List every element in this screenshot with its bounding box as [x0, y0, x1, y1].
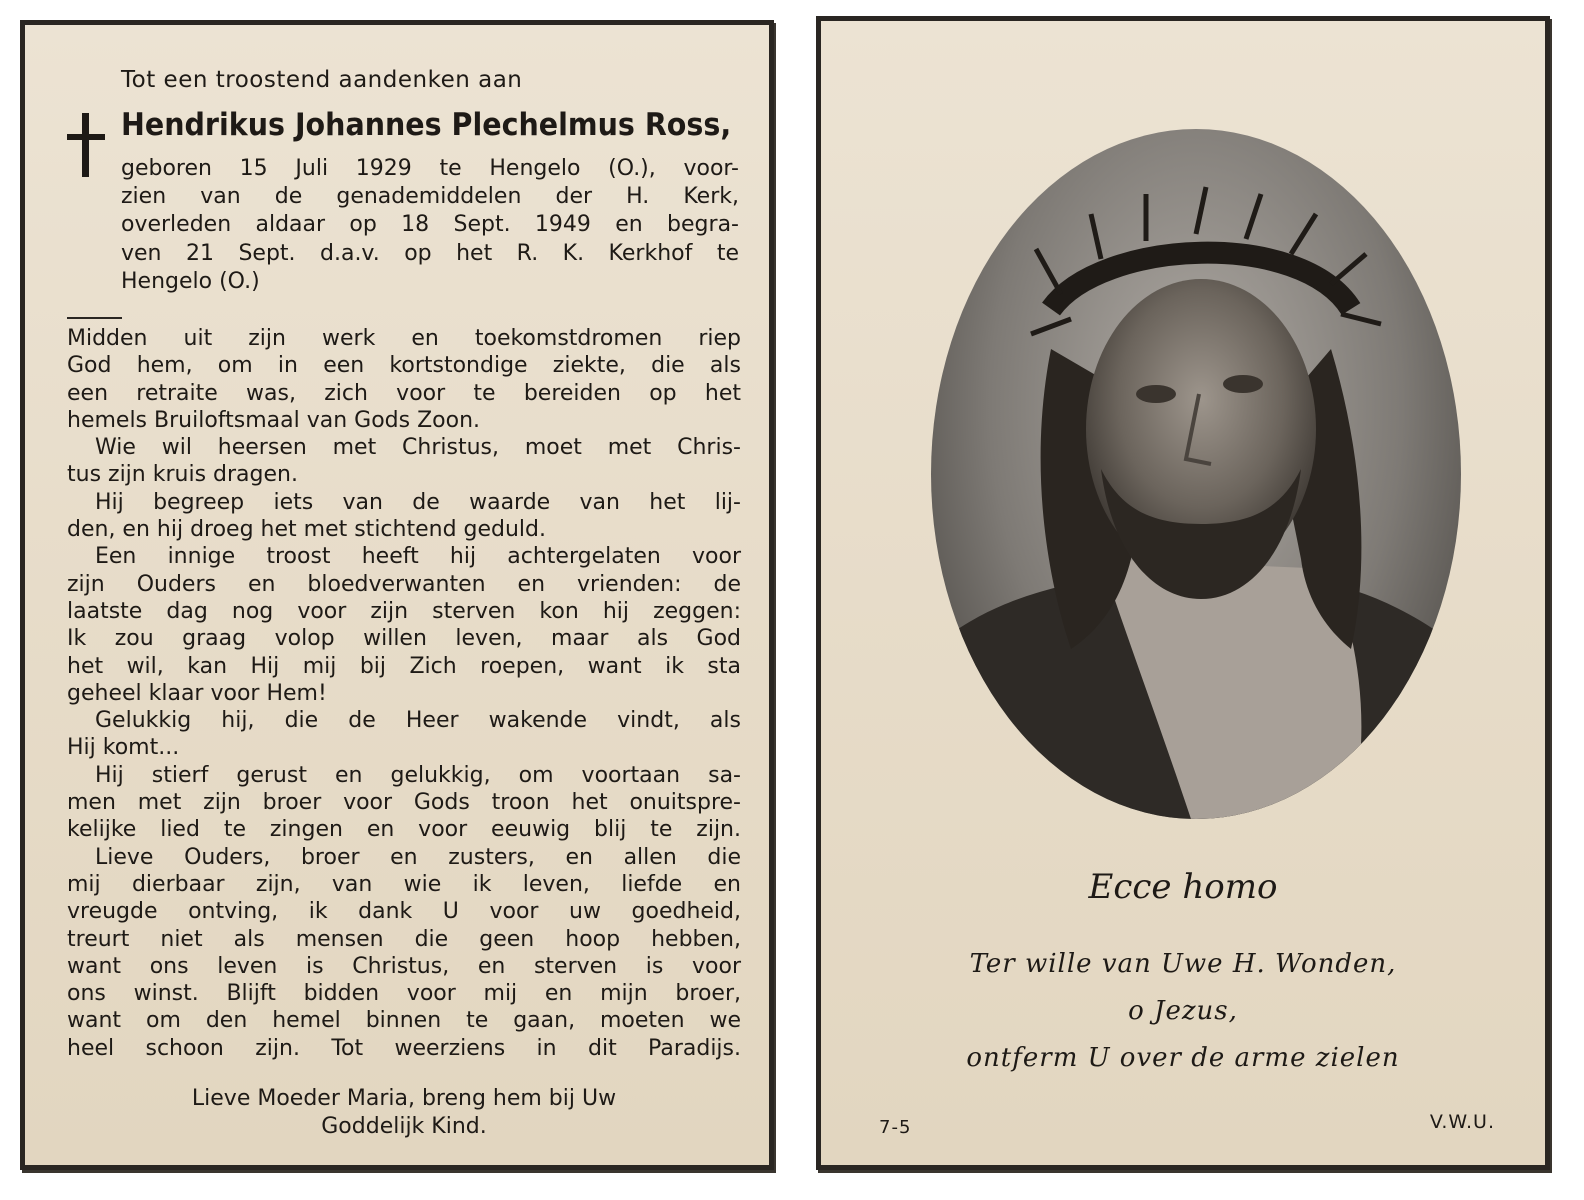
text-line: Ik zou graag volop willen leven, maar als God: [67, 626, 741, 652]
prayer-text: [821, 941, 1545, 1082]
text-line: Wie wil heersen met Christus, moet met Chris-: [95, 435, 741, 461]
text-line: een retraite was, zich voor te bereiden op het: [67, 380, 741, 406]
text-line: geheel klaar voor Hem!: [67, 680, 327, 706]
closing-prayer: [67, 1085, 741, 1141]
text-line: tus zijn kruis dragen.: [67, 462, 298, 488]
memorial-card-image-side: [816, 16, 1550, 1170]
birth-death-details: [121, 155, 739, 296]
details-line: zien van de genademiddelen der H. Kerk,: [121, 184, 739, 210]
image-title: Ecce homo: [1088, 867, 1278, 907]
closing-line: Lieve Moeder Maria, breng hem bij Uw: [191, 1086, 617, 1111]
text-line: Hij komt...: [67, 735, 180, 761]
print-code: 7-5: [879, 1117, 912, 1138]
text-line: Gelukkig hij, die de Heer wakende vindt, als: [95, 708, 741, 734]
intro-line: Tot een troostend aandenken aan: [121, 67, 523, 93]
text-line: zijn Ouders en bloedverwanten en vrienden: de: [67, 571, 741, 597]
divider: [67, 317, 122, 319]
ecce-homo-portrait: [931, 129, 1461, 819]
deceased-name: Hendrikus Johannes Plechelmus Ross,: [121, 107, 732, 143]
closing-line: Goddelijk Kind.: [321, 1114, 487, 1139]
text-line: heel schoon zijn. Tot weerziens in dit Paradijs.: [67, 1035, 741, 1061]
memorial-text: [67, 325, 741, 1062]
details-line: geboren 15 Juli 1929 te Hengelo (O.), voor-: [121, 156, 739, 181]
text-line: mij dierbaar zijn, van wie ik leven, liefde en: [67, 871, 741, 897]
text-line: God hem, om in een kortstondige ziekte, die als: [67, 353, 741, 379]
text-line: treurt niet als mensen die geen hoop hebben,: [67, 926, 741, 952]
text-line: den, en hij droeg het met stichtend geduld.: [67, 517, 547, 543]
text-line: laatste dag nog voor zijn sterven kon hij zeggen:: [67, 598, 741, 624]
text-line: Hij stierf gerust en gelukkig, om voortaan sa-: [95, 762, 741, 788]
prayer-line: o Jezus,: [1128, 996, 1238, 1026]
memorial-card-text-side: [20, 20, 774, 1170]
text-line: Een innige troost heeft hij achtergelaten voor: [95, 544, 741, 570]
cross-icon: [67, 113, 105, 177]
text-line: hemels Bruiloftsmaal van Gods Zoon.: [67, 407, 481, 433]
details-line: Hengelo (O.): [121, 268, 260, 294]
details-line: overleden aldaar op 18 Sept. 1949 en begra-: [121, 212, 739, 238]
text-line: kelijke lied te zingen en voor eeuwig blij te zijn.: [67, 817, 741, 843]
text-line: Lieve Ouders, broer en zusters, en allen die: [95, 844, 741, 870]
text-line: want ons leven is Christus, en sterven is voor: [67, 953, 741, 979]
text-line: want om den hemel binnen te gaan, moeten we: [67, 1008, 741, 1034]
text-line: ons winst. Blijft bidden voor mij en mijn broer,: [67, 981, 741, 1007]
text-line: Midden uit zijn werk en toekomstdromen riep: [67, 326, 741, 351]
prayer-line: ontferm U over de arme zielen: [966, 1043, 1400, 1073]
text-line: vreugde ontving, ik dank U voor uw goedheid,: [67, 899, 741, 925]
text-line: het wil, kan Hij mij bij Zich roepen, want ik sta: [67, 653, 741, 679]
prayer-line: Ter wille van Uwe H. Wonden,: [969, 949, 1397, 979]
details-line: ven 21 Sept. d.a.v. op het R. K. Kerkhof te: [121, 240, 739, 266]
text-line: men met zijn broer voor Gods troon het onuitspre-: [67, 790, 741, 816]
publisher-mark: V.W.U.: [1429, 1111, 1495, 1133]
text-line: Hij begreep iets van de waarde van het lij-: [95, 489, 741, 515]
